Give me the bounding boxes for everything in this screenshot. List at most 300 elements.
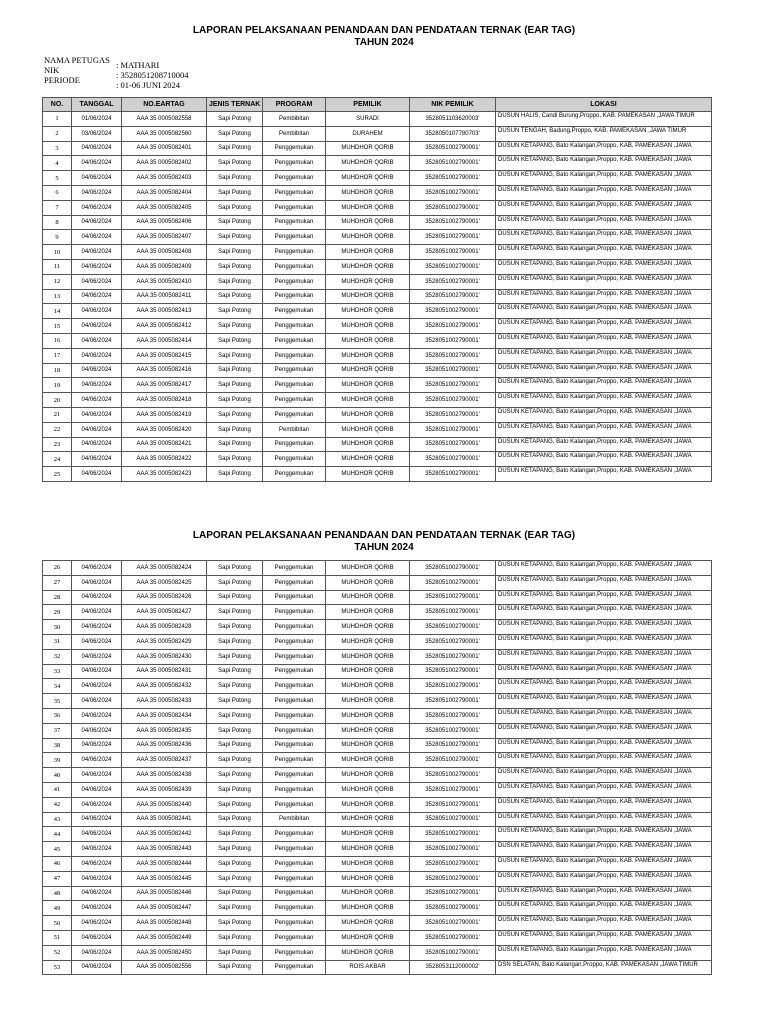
cell-nik-pemilik: 3528050107780703'	[410, 126, 496, 141]
cell-eartag: AAA 35 0005082431	[122, 664, 207, 679]
table-row	[43, 156, 712, 171]
cell-lokasi: DUSUN KETAPANG, Bato Kalangan,Proppo, KAB. PAMEKASAN ,JAWA	[496, 333, 712, 348]
cell-lokasi: DUSUN KETAPANG, Bato Kalangan,Proppo, KAB. PAMEKASAN ,JAWA	[496, 185, 712, 200]
cell-program: Penggemukan	[263, 723, 326, 738]
cell-no: 7	[43, 200, 72, 215]
cell-nik-pemilik: 3528051103620003'	[410, 112, 496, 127]
cell-no: 48	[43, 886, 72, 901]
table-row	[43, 245, 712, 260]
cell-eartag: AAA 35 0005082447	[122, 901, 207, 916]
cell-jenis: Sapi Potong	[207, 304, 263, 319]
cell-nik-pemilik: 3528051002790001'	[410, 812, 496, 827]
cell-lokasi: DUSUN KETAPANG, Bato Kalangan,Proppo, KAB. PAMEKASAN ,JAWA	[496, 901, 712, 916]
cell-nik-pemilik: 3528051002790001'	[410, 185, 496, 200]
cell-pemilik: MUHDHOR QORIB	[326, 363, 410, 378]
cell-pemilik: MUHDHOR QORIB	[326, 886, 410, 901]
cell-tanggal: 04/06/2024	[72, 694, 122, 709]
cell-program: Penggemukan	[263, 333, 326, 348]
cell-jenis: Sapi Potong	[207, 620, 263, 635]
officer-name-value: : MATHARI	[116, 60, 160, 70]
cell-tanggal: 04/06/2024	[72, 856, 122, 871]
table-row	[43, 141, 712, 156]
cell-pemilik: MUHDHOR QORIB	[326, 738, 410, 753]
cell-program: Penggemukan	[263, 768, 326, 783]
cell-tanggal: 01/06/2024	[72, 112, 122, 127]
cell-nik-pemilik: 3528051002790001'	[410, 694, 496, 709]
cell-pemilik: MUHDHOR QORIB	[326, 856, 410, 871]
table-row	[43, 827, 712, 842]
cell-tanggal: 04/06/2024	[72, 871, 122, 886]
cell-jenis: Sapi Potong	[207, 605, 263, 620]
table-row	[43, 590, 712, 605]
cell-pemilik: MUHDHOR QORIB	[326, 378, 410, 393]
cell-no: 34	[43, 679, 72, 694]
cell-nik-pemilik: 3528051002790001'	[410, 452, 496, 467]
cell-nik-pemilik: 3528051002790001'	[410, 274, 496, 289]
cell-jenis: Sapi Potong	[207, 274, 263, 289]
cell-lokasi: DUSUN KETAPANG, Bato Kalangan,Proppo, KAB. PAMEKASAN ,JAWA	[496, 561, 712, 576]
cell-lokasi: DUSUN KETAPANG, Bato Kalangan,Proppo, KAB. PAMEKASAN ,JAWA	[496, 156, 712, 171]
cell-program: Penggemukan	[263, 782, 326, 797]
cell-no: 8	[43, 215, 72, 230]
cell-jenis: Sapi Potong	[207, 634, 263, 649]
cell-lokasi: DUSUN KETAPANG, Bato Kalangan,Proppo, KAB. PAMEKASAN ,JAWA	[496, 467, 712, 482]
cell-no: 26	[43, 561, 72, 576]
table-row	[43, 768, 712, 783]
cell-jenis: Sapi Potong	[207, 812, 263, 827]
cell-program: Penggemukan	[263, 141, 326, 156]
table-row	[43, 694, 712, 709]
cell-jenis: Sapi Potong	[207, 319, 263, 334]
cell-pemilik: MUHDHOR QORIB	[326, 753, 410, 768]
officer-nik-value: : 3528051208710004	[116, 70, 189, 80]
cell-tanggal: 04/06/2024	[72, 467, 122, 482]
table-row	[43, 467, 712, 482]
cell-program: Penggemukan	[263, 200, 326, 215]
cell-program: Penggemukan	[263, 467, 326, 482]
cell-tanggal: 04/06/2024	[72, 171, 122, 186]
cell-lokasi: DUSUN KETAPANG, Bato Kalangan,Proppo, KAB. PAMEKASAN ,JAWA	[496, 723, 712, 738]
table-row	[43, 274, 712, 289]
cell-no: 52	[43, 945, 72, 960]
cell-nik-pemilik: 3528051002790001'	[410, 886, 496, 901]
cell-nik-pemilik: 3528051002790001'	[410, 363, 496, 378]
cell-nik-pemilik: 3528051002790001'	[410, 634, 496, 649]
cell-program: Penggemukan	[263, 649, 326, 664]
cell-no: 18	[43, 363, 72, 378]
cell-no: 42	[43, 797, 72, 812]
cell-jenis: Sapi Potong	[207, 708, 263, 723]
cell-no: 1	[43, 112, 72, 127]
cell-lokasi: DUSUN KETAPANG, Bato Kalangan,Proppo, KAB. PAMEKASAN ,JAWA	[496, 930, 712, 945]
cell-tanggal: 04/06/2024	[72, 930, 122, 945]
cell-no: 16	[43, 333, 72, 348]
cell-program: Penggemukan	[263, 561, 326, 576]
cell-nik-pemilik: 3528053112000002'	[410, 960, 496, 975]
cell-nik-pemilik: 3528051002790001'	[410, 467, 496, 482]
cell-tanggal: 04/06/2024	[72, 768, 122, 783]
cell-pemilik: ROIS AKBAR	[326, 960, 410, 975]
cell-program: Penggemukan	[263, 590, 326, 605]
cell-lokasi: DUSUN KETAPANG, Bato Kalangan,Proppo, KAB. PAMEKASAN ,JAWA	[496, 649, 712, 664]
col-header-pemilik: PEMILIK	[326, 98, 410, 112]
cell-jenis: Sapi Potong	[207, 649, 263, 664]
cell-eartag: AAA 35 0005082429	[122, 634, 207, 649]
cell-lokasi: DUSUN KETAPANG, Bato Kalangan,Proppo, KAB. PAMEKASAN ,JAWA	[496, 871, 712, 886]
cell-nik-pemilik: 3528051002790001'	[410, 437, 496, 452]
cell-tanggal: 04/06/2024	[72, 605, 122, 620]
cell-eartag: AAA 35 0005082403	[122, 171, 207, 186]
cell-nik-pemilik: 3528051002790001'	[410, 348, 496, 363]
cell-no: 21	[43, 407, 72, 422]
cell-nik-pemilik: 3528051002790001'	[410, 797, 496, 812]
cell-no: 43	[43, 812, 72, 827]
cell-jenis: Sapi Potong	[207, 126, 263, 141]
table-row	[43, 708, 712, 723]
table-row	[43, 945, 712, 960]
col-header-nik-pemilik: NIK PEMILIK	[410, 98, 496, 112]
report-title-page2: LAPORAN PELAKSANAAN PENANDAAN DAN PENDATAAN TERNAK (EAR TAG)	[192, 530, 576, 541]
table-row	[43, 319, 712, 334]
cell-tanggal: 04/06/2024	[72, 901, 122, 916]
cell-eartag: AAA 35 0005082401	[122, 141, 207, 156]
cell-pemilik: MUHDHOR QORIB	[326, 422, 410, 437]
cell-no: 23	[43, 437, 72, 452]
table-row	[43, 797, 712, 812]
cell-jenis: Sapi Potong	[207, 452, 263, 467]
cell-lokasi: DUSUN KETAPANG, Bato Kalangan,Proppo, KAB. PAMEKASAN ,JAWA	[496, 812, 712, 827]
cell-tanggal: 04/06/2024	[72, 274, 122, 289]
cell-jenis: Sapi Potong	[207, 871, 263, 886]
cell-pemilik: MUHDHOR QORIB	[326, 348, 410, 363]
cell-nik-pemilik: 3528051002790001'	[410, 245, 496, 260]
table-row	[43, 605, 712, 620]
cell-pemilik: MUHDHOR QORIB	[326, 215, 410, 230]
cell-no: 9	[43, 230, 72, 245]
cell-pemilik: MUHDHOR QORIB	[326, 664, 410, 679]
cell-jenis: Sapi Potong	[207, 723, 263, 738]
cell-no: 25	[43, 467, 72, 482]
cell-eartag: AAA 35 0005082422	[122, 452, 207, 467]
cell-no: 33	[43, 664, 72, 679]
cell-tanggal: 04/06/2024	[72, 230, 122, 245]
cell-lokasi: DUSUN KETAPANG, Bato Kalangan,Proppo, KAB. PAMEKASAN ,JAWA	[496, 378, 712, 393]
cell-program: Penggemukan	[263, 304, 326, 319]
cell-nik-pemilik: 3528051002790001'	[410, 842, 496, 857]
cell-jenis: Sapi Potong	[207, 289, 263, 304]
cell-program: Penggemukan	[263, 452, 326, 467]
cell-lokasi: DUSUN KETAPANG, Bato Kalangan,Proppo, KAB. PAMEKASAN ,JAWA	[496, 215, 712, 230]
cell-jenis: Sapi Potong	[207, 333, 263, 348]
cell-eartag: AAA 35 0005082412	[122, 319, 207, 334]
cell-tanggal: 04/06/2024	[72, 422, 122, 437]
cell-eartag: AAA 35 0005082444	[122, 856, 207, 871]
cell-nik-pemilik: 3528051002790001'	[410, 590, 496, 605]
cell-tanggal: 04/06/2024	[72, 561, 122, 576]
cell-jenis: Sapi Potong	[207, 886, 263, 901]
cell-nik-pemilik: 3528051002790001'	[410, 782, 496, 797]
cell-tanggal: 04/06/2024	[72, 319, 122, 334]
cell-tanggal: 04/06/2024	[72, 304, 122, 319]
cell-program: Penggemukan	[263, 916, 326, 931]
cell-pemilik: MUHDHOR QORIB	[326, 171, 410, 186]
report-title: LAPORAN PELAKSANAAN PENANDAAN DAN PENDATAAN TERNAK (EAR TAG)	[192, 25, 576, 36]
cell-tanggal: 04/06/2024	[72, 185, 122, 200]
cell-lokasi: DUSUN KETAPANG, Bato Kalangan,Proppo, KAB. PAMEKASAN ,JAWA	[496, 782, 712, 797]
cell-lokasi: DUSUN KETAPANG, Bato Kalangan,Proppo, KAB. PAMEKASAN ,JAWA	[496, 945, 712, 960]
cell-eartag: AAA 35 0005082415	[122, 348, 207, 363]
table-row	[43, 333, 712, 348]
cell-no: 46	[43, 856, 72, 871]
cell-tanggal: 04/06/2024	[72, 679, 122, 694]
cell-program: Penggemukan	[263, 378, 326, 393]
cell-jenis: Sapi Potong	[207, 348, 263, 363]
cell-lokasi: DUSUN KETAPANG, Bato Kalangan,Proppo, KAB. PAMEKASAN ,JAWA	[496, 274, 712, 289]
cell-jenis: Sapi Potong	[207, 245, 263, 260]
cell-pemilik: MUHDHOR QORIB	[326, 185, 410, 200]
cell-pemilik: MUHDHOR QORIB	[326, 407, 410, 422]
cell-eartag: AAA 35 0005082441	[122, 812, 207, 827]
cell-program: Penggemukan	[263, 930, 326, 945]
cell-jenis: Sapi Potong	[207, 112, 263, 127]
table-row	[43, 185, 712, 200]
table-row	[43, 437, 712, 452]
cell-jenis: Sapi Potong	[207, 171, 263, 186]
cell-no: 37	[43, 723, 72, 738]
cell-eartag: AAA 35 0005082450	[122, 945, 207, 960]
cell-pemilik: MUHDHOR QORIB	[326, 245, 410, 260]
cell-tanggal: 04/06/2024	[72, 812, 122, 827]
cell-pemilik: MUHDHOR QORIB	[326, 141, 410, 156]
cell-no: 50	[43, 916, 72, 931]
cell-jenis: Sapi Potong	[207, 827, 263, 842]
cell-tanggal: 04/06/2024	[72, 200, 122, 215]
cell-jenis: Sapi Potong	[207, 856, 263, 871]
col-header-eartag: NO.EARTAG	[122, 98, 207, 112]
cell-nik-pemilik: 3528051002790001'	[410, 871, 496, 886]
cell-jenis: Sapi Potong	[207, 930, 263, 945]
cell-lokasi: DUSUN KETAPANG, Bato Kalangan,Proppo, KAB. PAMEKASAN ,JAWA	[496, 842, 712, 857]
cell-pemilik: MUHDHOR QORIB	[326, 437, 410, 452]
cell-jenis: Sapi Potong	[207, 156, 263, 171]
cell-lokasi: DUSUN KETAPANG, Bato Kalangan,Proppo, KAB. PAMEKASAN ,JAWA	[496, 738, 712, 753]
cell-lokasi: DUSUN KETAPANG, Bato Kalangan,Proppo, KAB. PAMEKASAN ,JAWA	[496, 856, 712, 871]
cell-no: 11	[43, 259, 72, 274]
cell-no: 30	[43, 620, 72, 635]
cell-tanggal: 04/06/2024	[72, 393, 122, 408]
cell-eartag: AAA 35 0005082433	[122, 694, 207, 709]
cell-jenis: Sapi Potong	[207, 575, 263, 590]
cell-no: 24	[43, 452, 72, 467]
cell-no: 38	[43, 738, 72, 753]
cell-pemilik: MUHDHOR QORIB	[326, 319, 410, 334]
cell-pemilik: MUHDHOR QORIB	[326, 605, 410, 620]
cell-no: 10	[43, 245, 72, 260]
cell-pemilik: MUHDHOR QORIB	[326, 634, 410, 649]
cell-no: 20	[43, 393, 72, 408]
table-row	[43, 215, 712, 230]
table-row	[43, 649, 712, 664]
cell-lokasi: DUSUN KETAPANG, Bato Kalangan,Proppo, KAB. PAMEKASAN ,JAWA	[496, 708, 712, 723]
cell-eartag: AAA 35 0005082445	[122, 871, 207, 886]
cell-lokasi: DUSUN KETAPANG, Bato Kalangan,Proppo, KAB. PAMEKASAN ,JAWA	[496, 590, 712, 605]
cell-pemilik: SURADI	[326, 112, 410, 127]
cell-lokasi: DUSUN KETAPANG, Bato Kalangan,Proppo, KAB. PAMEKASAN ,JAWA	[496, 620, 712, 635]
cell-nik-pemilik: 3528051002790001'	[410, 738, 496, 753]
cell-pemilik: MUHDHOR QORIB	[326, 649, 410, 664]
cell-pemilik: MUHDHOR QORIB	[326, 259, 410, 274]
cell-program: Penggemukan	[263, 156, 326, 171]
cell-nik-pemilik: 3528051002790001'	[410, 422, 496, 437]
table-row	[43, 723, 712, 738]
cell-jenis: Sapi Potong	[207, 378, 263, 393]
cell-eartag: AAA 35 0005082438	[122, 768, 207, 783]
table-row	[43, 230, 712, 245]
cell-jenis: Sapi Potong	[207, 738, 263, 753]
cell-nik-pemilik: 3528051002790001'	[410, 171, 496, 186]
cell-jenis: Sapi Potong	[207, 215, 263, 230]
cell-jenis: Sapi Potong	[207, 664, 263, 679]
cell-no: 35	[43, 694, 72, 709]
cell-eartag: AAA 35 0005082440	[122, 797, 207, 812]
cell-no: 14	[43, 304, 72, 319]
cell-tanggal: 04/06/2024	[72, 378, 122, 393]
cell-eartag: AAA 35 0005082424	[122, 561, 207, 576]
cell-pemilik: MUHDHOR QORIB	[326, 768, 410, 783]
cell-tanggal: 04/06/2024	[72, 886, 122, 901]
cell-nik-pemilik: 3528051002790001'	[410, 664, 496, 679]
cell-pemilik: MUHDHOR QORIB	[326, 274, 410, 289]
cell-program: Penggemukan	[263, 185, 326, 200]
cell-eartag: AAA 35 0005082418	[122, 393, 207, 408]
cell-program: Penggemukan	[263, 230, 326, 245]
cell-no: 49	[43, 901, 72, 916]
table-row	[43, 171, 712, 186]
cell-nik-pemilik: 3528051002790001'	[410, 393, 496, 408]
cell-nik-pemilik: 3528051002790001'	[410, 945, 496, 960]
cell-tanggal: 04/06/2024	[72, 797, 122, 812]
cell-lokasi: DUSUN KETAPANG, Bato Kalangan,Proppo, KAB. PAMEKASAN ,JAWA	[496, 319, 712, 334]
cell-nik-pemilik: 3528051002790001'	[410, 259, 496, 274]
cell-program: Penggemukan	[263, 634, 326, 649]
cell-jenis: Sapi Potong	[207, 259, 263, 274]
cell-lokasi: DUSUN KETAPANG, Bato Kalangan,Proppo, KAB. PAMEKASAN ,JAWA	[496, 768, 712, 783]
cell-tanggal: 04/06/2024	[72, 215, 122, 230]
cell-no: 36	[43, 708, 72, 723]
cell-lokasi: DUSUN KETAPANG, Bato Kalangan,Proppo, KAB. PAMEKASAN ,JAWA	[496, 230, 712, 245]
cell-lokasi: DUSUN KETAPANG, Bato Kalangan,Proppo, KAB. PAMEKASAN ,JAWA	[496, 827, 712, 842]
cell-eartag: AAA 35 0005082435	[122, 723, 207, 738]
table-row	[43, 289, 712, 304]
cell-lokasi: DUSUN KETAPANG, Bato Kalangan,Proppo, KAB. PAMEKASAN ,JAWA	[496, 304, 712, 319]
cell-nik-pemilik: 3528051002790001'	[410, 708, 496, 723]
cell-pemilik: MUHDHOR QORIB	[326, 797, 410, 812]
cell-pemilik: MUHDHOR QORIB	[326, 467, 410, 482]
cell-no: 29	[43, 605, 72, 620]
cell-no: 47	[43, 871, 72, 886]
cell-eartag: AAA 35 0005082432	[122, 679, 207, 694]
cell-eartag: AAA 35 0005082436	[122, 738, 207, 753]
table-row	[43, 393, 712, 408]
cell-eartag: AAA 35 0005082410	[122, 274, 207, 289]
cell-no: 27	[43, 575, 72, 590]
cell-pemilik: MUHDHOR QORIB	[326, 200, 410, 215]
cell-no: 12	[43, 274, 72, 289]
cell-jenis: Sapi Potong	[207, 590, 263, 605]
cell-no: 15	[43, 319, 72, 334]
cell-jenis: Sapi Potong	[207, 945, 263, 960]
cell-nik-pemilik: 3528051002790001'	[410, 304, 496, 319]
cell-eartag: AAA 35 0005082406	[122, 215, 207, 230]
cell-lokasi: DUSUN KETAPANG, Bato Kalangan,Proppo, KAB. PAMEKASAN ,JAWA	[496, 916, 712, 931]
cell-jenis: Sapi Potong	[207, 782, 263, 797]
cell-nik-pemilik: 3528051002790001'	[410, 649, 496, 664]
cell-tanggal: 04/06/2024	[72, 289, 122, 304]
cell-eartag: AAA 35 0005082439	[122, 782, 207, 797]
cell-no: 39	[43, 753, 72, 768]
cell-nik-pemilik: 3528051002790001'	[410, 827, 496, 842]
cell-program: Penggemukan	[263, 871, 326, 886]
cell-program: Penggemukan	[263, 945, 326, 960]
cell-nik-pemilik: 3528051002790001'	[410, 575, 496, 590]
cell-nik-pemilik: 3528051002790001'	[410, 930, 496, 945]
cell-eartag: AAA 35 0005082434	[122, 708, 207, 723]
cell-tanggal: 04/06/2024	[72, 753, 122, 768]
cell-lokasi: DUSUN KETAPANG, Bato Kalangan,Proppo, KAB. PAMEKASAN ,JAWA	[496, 679, 712, 694]
cell-lokasi: DUSUN KETAPANG, Bato Kalangan,Proppo, KAB. PAMEKASAN ,JAWA	[496, 886, 712, 901]
cell-pemilik: MUHDHOR QORIB	[326, 871, 410, 886]
cell-eartag: AAA 35 0005082407	[122, 230, 207, 245]
cell-no: 13	[43, 289, 72, 304]
cell-jenis: Sapi Potong	[207, 679, 263, 694]
cell-lokasi: DUSUN TENGAH, Badung,Proppo, KAB. PAMEKASAN ,JAWA TIMUR	[496, 126, 712, 141]
cell-pemilik: DURAHEM	[326, 126, 410, 141]
cell-tanggal: 04/06/2024	[72, 916, 122, 931]
cell-jenis: Sapi Potong	[207, 768, 263, 783]
table-row	[43, 126, 712, 141]
cell-program: Penggemukan	[263, 575, 326, 590]
table-row	[43, 886, 712, 901]
cell-nik-pemilik: 3528051002790001'	[410, 378, 496, 393]
cell-nik-pemilik: 3528051002790001'	[410, 679, 496, 694]
cell-eartag: AAA 35 0005082420	[122, 422, 207, 437]
cell-lokasi: DUSUN KETAPANG, Bato Kalangan,Proppo, KAB. PAMEKASAN ,JAWA	[496, 348, 712, 363]
cell-lokasi: DUSUN KETAPANG, Bato Kalangan,Proppo, KAB. PAMEKASAN ,JAWA	[496, 694, 712, 709]
report-year: TAHUN 2024	[354, 37, 414, 48]
cell-pemilik: MUHDHOR QORIB	[326, 393, 410, 408]
cell-eartag: AAA 35 0005082558	[122, 112, 207, 127]
cell-no: 28	[43, 590, 72, 605]
cell-nik-pemilik: 3528051002790001'	[410, 319, 496, 334]
cell-jenis: Sapi Potong	[207, 797, 263, 812]
cell-pemilik: MUHDHOR QORIB	[326, 723, 410, 738]
cell-tanggal: 04/06/2024	[72, 738, 122, 753]
col-header-lokasi: LOKASI	[496, 98, 712, 112]
cell-pemilik: MUHDHOR QORIB	[326, 575, 410, 590]
cell-eartag: AAA 35 0005082405	[122, 200, 207, 215]
cell-jenis: Sapi Potong	[207, 200, 263, 215]
cell-pemilik: MUHDHOR QORIB	[326, 561, 410, 576]
cell-program: Penggemukan	[263, 901, 326, 916]
cell-eartag: AAA 35 0005082425	[122, 575, 207, 590]
cell-pemilik: MUHDHOR QORIB	[326, 452, 410, 467]
cell-lokasi: DUSUN KETAPANG, Bato Kalangan,Proppo, KAB. PAMEKASAN ,JAWA	[496, 289, 712, 304]
cell-eartag: AAA 35 0005082446	[122, 886, 207, 901]
cell-lokasi: DUSUN KETAPANG, Bato Kalangan,Proppo, KAB. PAMEKASAN ,JAWA	[496, 171, 712, 186]
cell-nik-pemilik: 3528051002790001'	[410, 753, 496, 768]
cell-nik-pemilik: 3528051002790001'	[410, 605, 496, 620]
cell-nik-pemilik: 3528051002790001'	[410, 620, 496, 635]
